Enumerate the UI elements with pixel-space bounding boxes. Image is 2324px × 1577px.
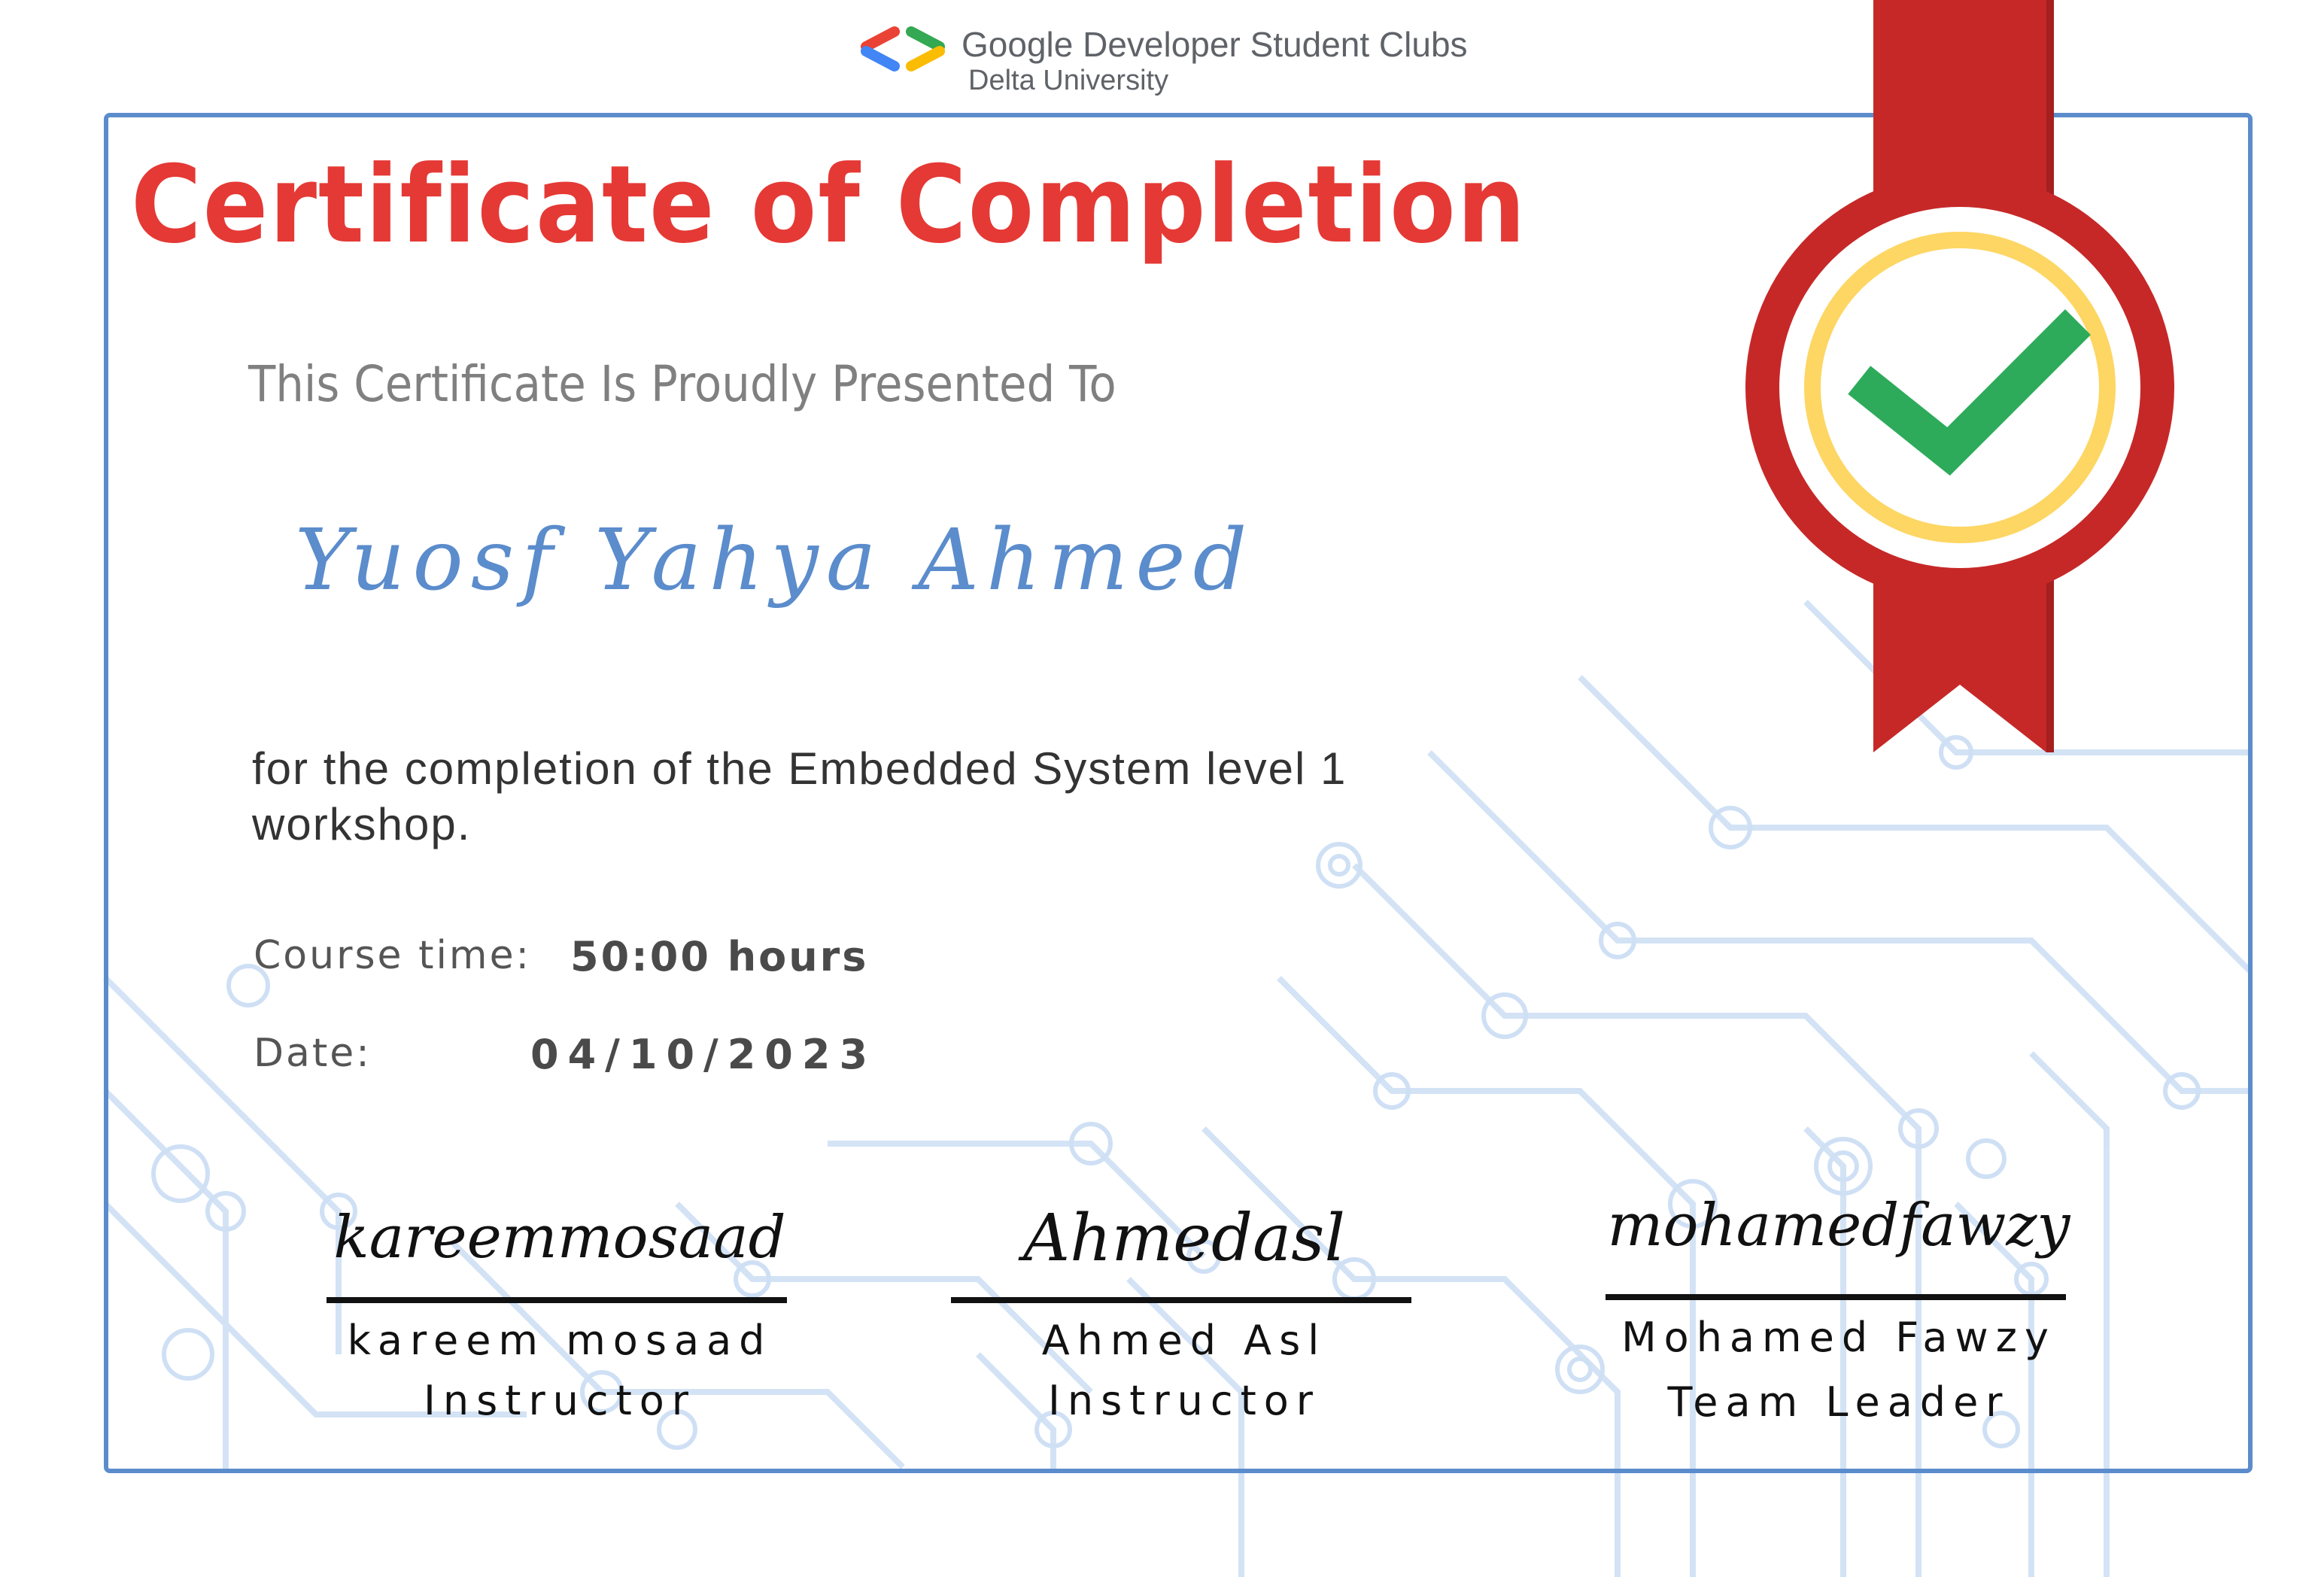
signatory-name: Ahmed Asl	[1041, 1317, 1327, 1364]
course-time-value: 50:00 hours	[570, 933, 869, 980]
signature-block-3	[1606, 1174, 2072, 1475]
course-time-label: Course time:	[254, 933, 532, 978]
award-seal-icon	[1723, 0, 2189, 760]
signature-script: mohamedfawzy	[1607, 1192, 2070, 1259]
gdsc-logo-icon	[854, 23, 952, 75]
date-label: Date:	[254, 1031, 372, 1076]
org-name: Google Developer Student Clubs	[961, 25, 1468, 64]
certificate-title: Certificate of Completion	[131, 143, 1527, 267]
signature-script: Ahmedasl	[1023, 1201, 1345, 1276]
signatory-name: Mohamed Fawzy	[1621, 1314, 2056, 1361]
completion-text: for the completion of the Embedded System level 1 workshop.	[252, 743, 1347, 849]
signature-block-1	[327, 1174, 793, 1475]
header	[854, 23, 1531, 105]
signature-line	[1606, 1294, 2066, 1300]
signatory-role: Instructor	[1048, 1377, 1320, 1424]
signature-line	[327, 1297, 787, 1303]
org-subtitle: Delta University	[968, 65, 1169, 96]
signatory-role: Team Leader	[1667, 1378, 2010, 1426]
presented-to-label: This Certificate Is Proudly Presented To	[248, 355, 1116, 413]
signature-script: kareemmosaad	[333, 1204, 786, 1272]
date-value: 04/10/2023	[530, 1031, 877, 1078]
signatory-role: Instructor	[424, 1377, 696, 1424]
signature-line	[951, 1297, 1411, 1303]
signatory-name: kareem mosaad	[347, 1317, 773, 1364]
recipient-name: Yuosf Yahya Ahmed	[295, 512, 1255, 609]
signature-block-2	[951, 1174, 1417, 1475]
